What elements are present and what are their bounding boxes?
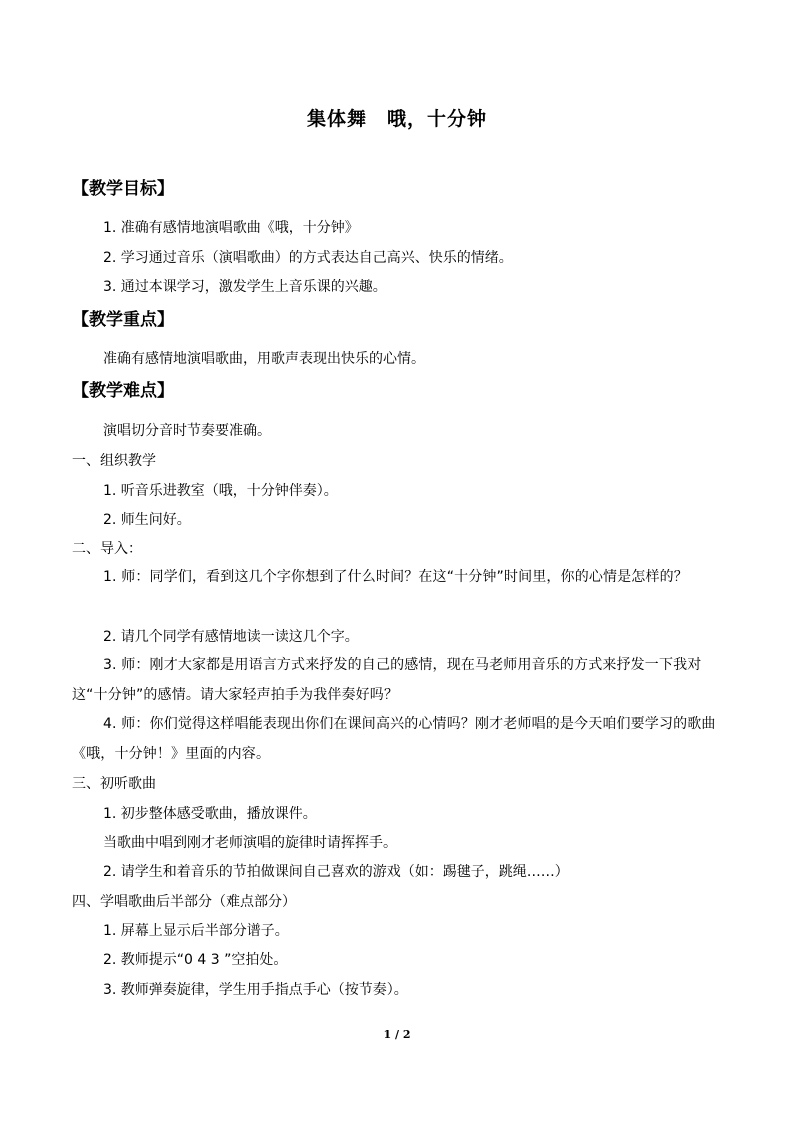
step-item: 当歌曲中唱到刚才老师演唱的旋律时请挥挥手。 [103,835,397,851]
step-item: 1. 初步整体感受歌曲，播放课件。 [103,806,317,822]
step-paragraph: 1. 师：同学们，看到这几个字你想到了什么时间？在这“十分钟”时间里，你的心情是怎样的？ [103,569,688,585]
key-points-text: 准确有感情地演唱歌曲，用歌声表现出快乐的心情。 [103,351,425,367]
section-heading-key-points: 【教学重点】 [72,310,174,330]
step-item: 3. 教师弹奏旋律，学生用手指点手心（按节奏）。 [103,982,408,998]
objective-item: 3. 通过本课学习，激发学生上音乐课的兴趣。 [103,279,387,295]
step-heading-organize: 一、组织教学 [72,453,156,469]
step-item: 2. 教师提示“0 4 3 ”空拍处。 [103,952,288,968]
step-item: 2. 师生问好。 [103,512,191,528]
step-paragraph: 4. 师：你们觉得这样唱能表现出你们在课间高兴的心情吗？刚才老师唱的是今天咱们要学习的歌曲《哦，十分钟！》里面的内容。 [72,716,716,762]
step-paragraph: 3. 师：刚才大家都是用语言方式来抒发的自己的感情，现在马老师用音乐的方式来抒发一下我对这“十分钟”的感情。请大家轻声拍手为我伴奏好吗？ [72,657,702,703]
page-number: 1 / 2 [383,1028,411,1041]
step-item: 2. 请学生和着音乐的节拍做课间自己喜欢的游戏（如：踢毽子，跳绳……） [103,864,569,880]
step-item: 1. 听音乐进教室（哦，十分钟伴奏）。 [103,483,338,499]
difficulties-text: 演唱切分音时节奏要准确。 [103,423,271,439]
step-heading-introduction: 二、导入： [72,541,142,557]
step-heading-first-listen: 三、初听歌曲 [72,776,156,792]
objective-item: 1. 准确有感情地演唱歌曲《哦，十分钟》 [103,220,359,236]
objective-item: 2. 学习通过音乐（演唱歌曲）的方式表达自己高兴、快乐的情绪。 [103,250,513,266]
step-item: 1. 屏幕上显示后半部分谱子。 [103,923,289,939]
step-heading-learn-song: 四、学唱歌曲后半部分（难点部分） [72,894,296,910]
section-heading-difficulties: 【教学难点】 [72,381,174,401]
section-heading-objectives: 【教学目标】 [72,179,174,199]
step-item: 2. 请几个同学有感情地读一读这几个字。 [103,629,359,645]
document-title: 集体舞 哦，十分钟 [306,108,487,130]
